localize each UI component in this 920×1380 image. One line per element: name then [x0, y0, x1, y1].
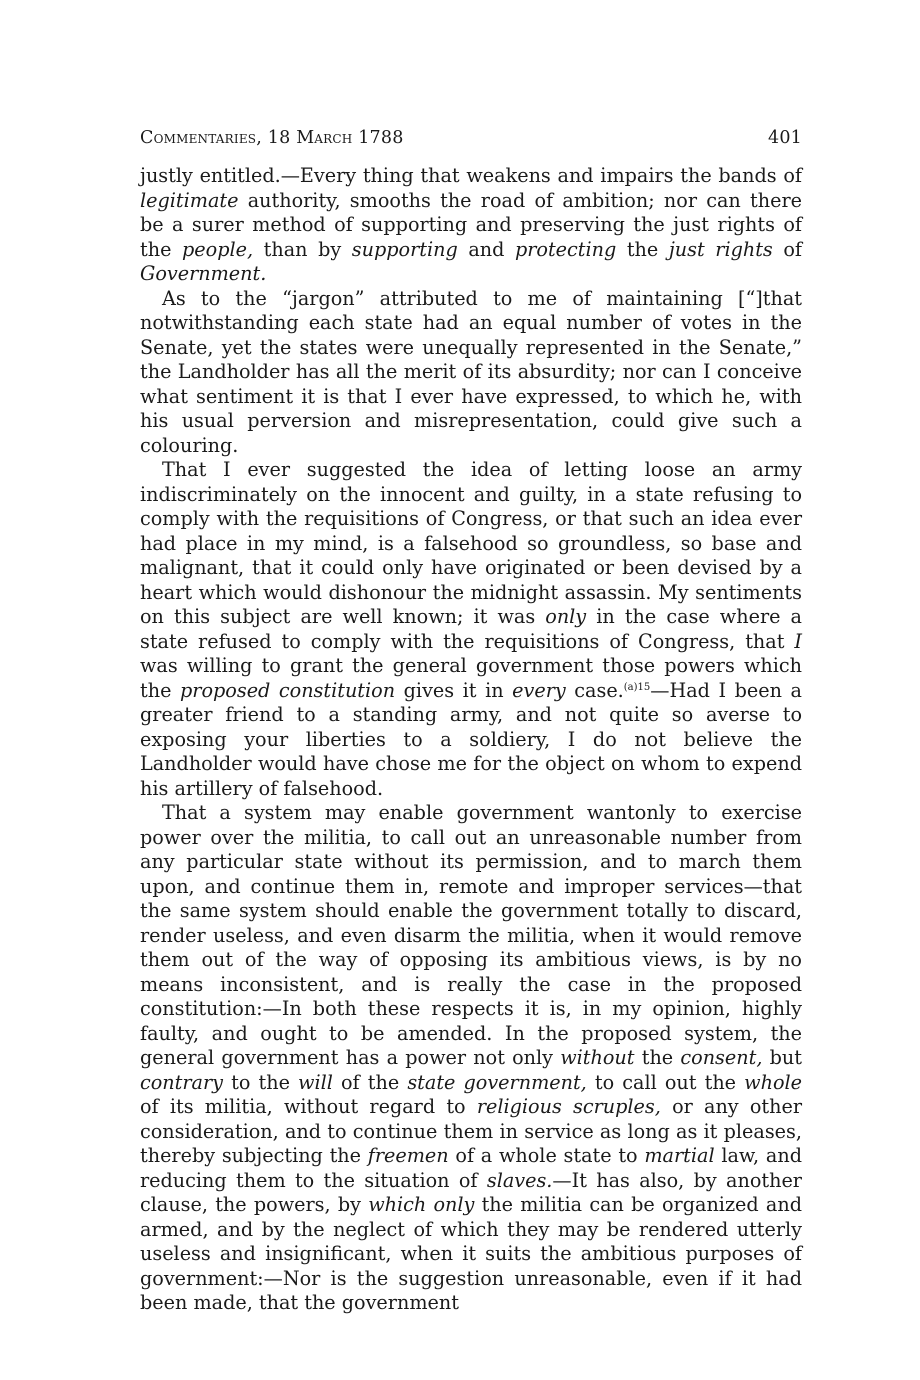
- text-run: or any other consideration, and to continue them in service as long as it pleases, thereby subjecting the: [140, 1095, 802, 1167]
- text-run: of its militia, without regard to: [140, 1095, 477, 1118]
- emphasis-text: I: [794, 629, 802, 653]
- text-run: gives it in: [395, 678, 513, 702]
- emphasis-text: only: [545, 605, 587, 628]
- emphasis-text: consent,: [680, 1046, 763, 1069]
- text-run: authority, smooths the road of ambition; nor can there be a surer method of supporting and preserving the just rights of the: [140, 188, 802, 261]
- paragraph: [140, 164, 802, 287]
- emphasis-text: will: [298, 1070, 333, 1094]
- footnote-marker: (a)15: [623, 681, 651, 693]
- text-run: of the: [332, 1070, 408, 1094]
- text-run: the militia can be organized and armed, and by the neglect of which they may be rendered utterly useless and insignificant, when it suits the ambitious purposes of government:—Nor is the suggestion unreasonable, even if it had been made, that the government: [140, 1193, 803, 1314]
- emphasis-text: every: [512, 678, 566, 702]
- document-page: [140, 128, 802, 1316]
- text-run: of: [772, 237, 802, 261]
- emphasis-text: state government,: [407, 1070, 587, 1094]
- text-run: and: [457, 237, 515, 261]
- text-run: case.: [565, 678, 624, 702]
- body-text: [140, 164, 802, 1316]
- emphasis-text: whole: [744, 1070, 802, 1094]
- text-run: —Had I been a greater friend to a standing army, and not quite so averse to exposing your liberties to a soldiery, I do not believe the Landholder would have chose me for the object on whom to expend his artillery of falsehood.: [140, 678, 802, 800]
- text-run: but: [762, 1046, 803, 1069]
- emphasis-text: slaves.: [486, 1168, 553, 1192]
- text-run: in the case where a state refused to comply with the requisitions of Congress, that: [140, 605, 802, 653]
- running-head-title: Commentaries, 18 March 1788: [140, 128, 404, 148]
- paragraph: [140, 801, 802, 1316]
- text-run: to call out the: [586, 1070, 745, 1094]
- emphasis-text: without: [560, 1046, 635, 1069]
- emphasis-text: Government.: [140, 262, 267, 285]
- emphasis-text: proposed constitution: [180, 678, 396, 702]
- text-run: That a system may enable government wantonly to exercise power over the militia, to call out an unreasonable number from any particular state without its permission, and to march them upon, and continue them in, remote and improper services—that the same system should enable the government totally to discard, render useless, and even disarm the militia, when it would remove them out of the way of opposing its ambitious views, is by no means inconsistent, and is really the case in the proposed constitution:—In both these respects it is, in my opinion, highly faulty, and ought to be amended. In the proposed system, the general government has a power not only: [140, 801, 802, 1069]
- emphasis-text: freemen: [367, 1144, 449, 1167]
- emphasis-text: martial: [644, 1144, 715, 1167]
- text-run: —It has also, by another clause, the powers, by: [140, 1168, 802, 1216]
- emphasis-text: contrary: [140, 1070, 223, 1094]
- text-run: than by: [253, 237, 352, 261]
- running-head: [140, 128, 802, 148]
- paragraph: [140, 287, 802, 459]
- emphasis-text: protecting: [514, 237, 617, 261]
- emphasis-text: religious scruples,: [476, 1095, 661, 1118]
- page-number: 401: [767, 128, 802, 148]
- emphasis-text: which only: [368, 1193, 475, 1216]
- emphasis-text: legitimate: [140, 188, 239, 212]
- paragraph: [140, 458, 802, 801]
- emphasis-text: supporting: [351, 237, 458, 261]
- emphasis-text: just rights: [668, 237, 773, 261]
- text-run: justly entitled.—Every thing that weakens and impairs the bands of: [140, 164, 802, 187]
- text-run: to the: [223, 1070, 299, 1094]
- text-run: of a whole state to: [448, 1144, 645, 1167]
- text-run: As to the “jargon” attributed to me of maintaining [“]that notwithstanding each state had an equal number of votes in the Senate, yet the states were unequally represented in the Senate,” the Landholder has all the merit of its absurdity; nor can I conceive what sentiment it is that I ever have expressed, to which he, with his usual perversion and misrepresentation, could give such a colouring.: [140, 286, 802, 457]
- emphasis-text: people,: [182, 237, 254, 261]
- text-run: was willing to grant the general government those powers which the: [140, 654, 802, 702]
- text-run: the: [634, 1046, 681, 1069]
- text-run: the: [616, 237, 669, 261]
- text-run: law, and reducing them to the situation of: [140, 1144, 802, 1192]
- text-run: That I ever suggested the idea of letting loose an army indiscriminately on the innocent and guilty, in a state refusing to comply with the requisitions of Congress, or that such an idea ever had place in my mind, is a falsehood so groundless, so base and malignant, that it could only have originated or been devised by a heart which would dishonour the midnight assassin. My sentiments on this subject are well known; it was: [140, 458, 802, 628]
